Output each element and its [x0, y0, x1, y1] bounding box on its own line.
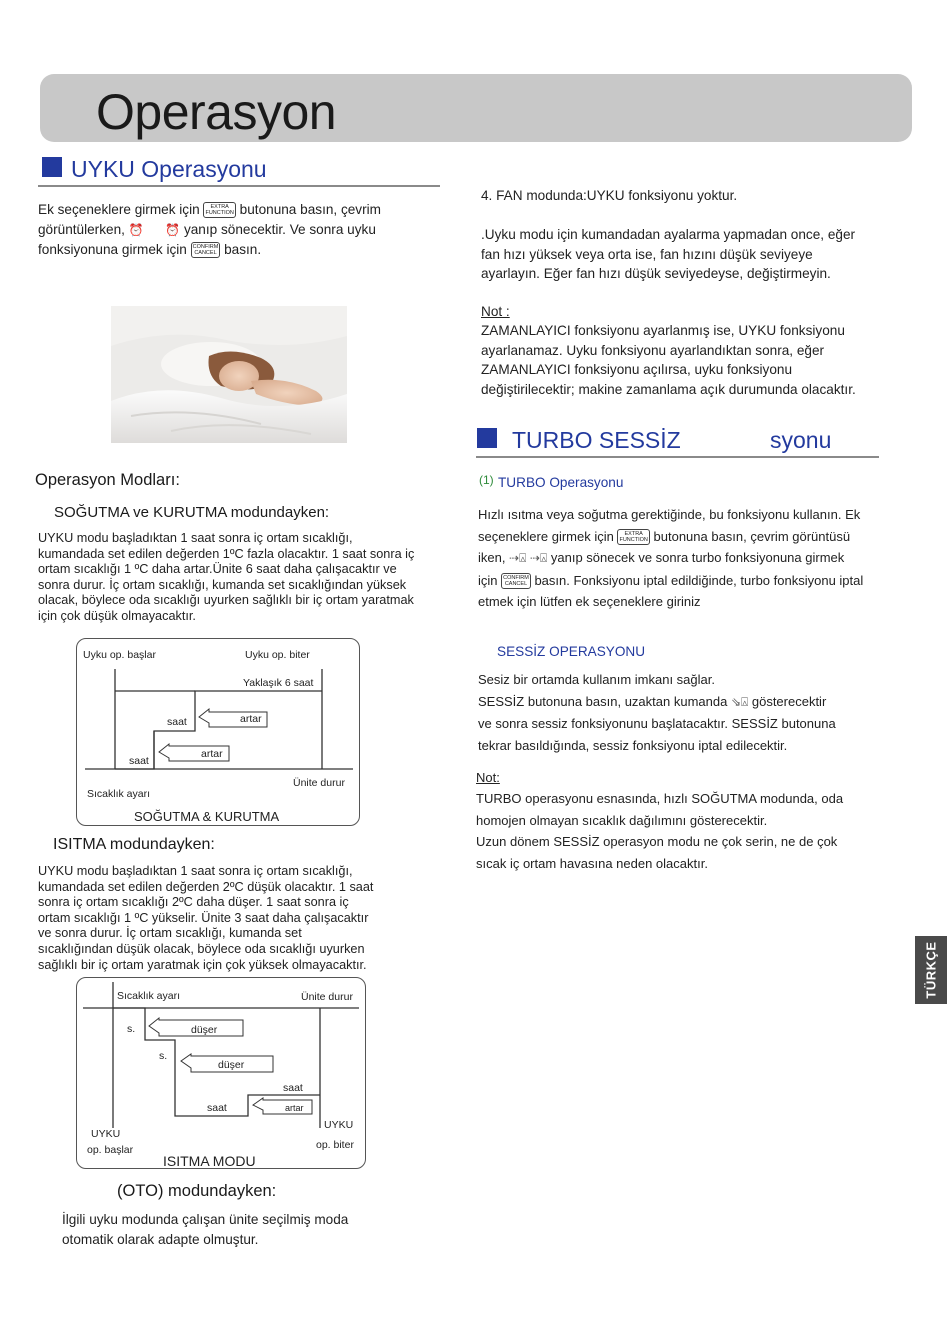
paragraph-line: UYKU modu başladıktan 1 saat sonra iç ortam sıcaklığı,: [38, 531, 353, 545]
silent-fan-icon: ⇘⍓: [730, 694, 749, 709]
paragraph-line: ayarlayın. Eğer fan hızı düşük seviyedeyse, değiştirmeyin.: [481, 266, 831, 281]
paragraph-line: olacak, böylece oda sıcaklığı uyurken sağlıklı bir iç ortam yaratmak: [38, 593, 414, 608]
increase-label: artar: [240, 713, 262, 725]
uyku-intro: [38, 200, 458, 260]
paragraph-line: ve sonra durur. İç ortam sıcaklığı, kumanda set: [38, 926, 302, 941]
section-marker: [477, 428, 497, 448]
sleep-end-label: UYKU: [324, 1119, 354, 1131]
paragraph-text: butonuna basın, çevrim görüntüsü: [653, 528, 851, 544]
sleep-start-label: op. başlar: [87, 1144, 134, 1156]
operation-modes-heading: Operasyon Modları:: [35, 471, 180, 489]
alarm-clock-icon: ⏰: [128, 222, 144, 237]
auto-paragraph: [62, 1210, 462, 1249]
section-divider: [476, 456, 879, 458]
confirm-cancel-button-icon: CONFIRM CANCEL: [503, 575, 529, 588]
paragraph-line: ayarlanamaz. Uyku fonksiyonu ayarlandıktan sonra, eğer: [481, 342, 825, 358]
paragraph-line: değiştirilecektir; makine zamanlama açık durumunda olacaktır.: [481, 381, 856, 397]
paragraph-line: fan hızı yüksek veya orta ise, fan hızını düşük seviyeye: [481, 246, 813, 262]
note-label: Not :: [481, 304, 510, 319]
paragraph-line: Uzun dönem SESSİZ operasyon modu ne çok serin, ne de çok: [476, 834, 838, 849]
paragraph-text: seçeneklere girmek için: [478, 528, 614, 544]
cooling-sleep-diagram: [76, 638, 360, 826]
paragraph-line: İlgili uyku modunda çalışan ünite seçilmiş moda: [62, 1212, 349, 1227]
paragraph-text: basın. Fonksiyonu iptal edildiğinde, turbo fonksiyonu iptal: [534, 572, 864, 588]
paragraph-line: etmek için lütfen ek seçeneklere giriniz: [478, 594, 701, 609]
paragraph-line: sağlıklı bir iç ortam yaratmak için çok yüksek olmayacaktır.: [38, 957, 367, 972]
paragraph-line: sıcaklığından düşük olacak, böylece oda sıcaklığı uyurken: [38, 941, 365, 956]
uyku-section-title: UYKU Operasyonu: [71, 156, 267, 182]
intro-text: yanıp sönecektir. Ve sonra uyku: [183, 221, 376, 237]
heating-paragraph: [38, 864, 458, 973]
unit-stops-label: Ünite durur: [293, 777, 345, 789]
paragraph-line: sıcak iç ortam havasına neden olacaktır.: [476, 855, 708, 871]
auto-mode-heading: (OTO) modundayken:: [117, 1182, 277, 1200]
turbo-fan-icon: ⇢⍓: [509, 551, 527, 565]
hour-label: saat: [167, 716, 187, 728]
paragraph-line: ortam sıcaklığı 1 ºC yükselir. Ünite 3 saat daha çalışacaktır: [38, 910, 369, 925]
cooling-paragraph: [38, 531, 468, 625]
intro-text: fonksiyonuna girmek için: [38, 242, 187, 257]
turbo-fan-icon: ⇢⍓: [529, 551, 548, 565]
paragraph-text: gösterecektir: [751, 693, 827, 709]
paragraph-line: UYKU modu başladıktan 1 saat sonra iç ortam sıcaklığı,: [38, 864, 353, 878]
fan-mode-note: 4. FAN modunda:UYKU fonksiyonu yoktur.: [481, 188, 738, 203]
extra-function-button-icon: EXTRA FUNCTION: [619, 531, 648, 544]
paragraph-line: tekrar basıldığında, sessiz fonksiyonu iptal edilecektir.: [478, 737, 788, 753]
approx-duration-label: Yaklaşık 6 saat: [243, 677, 314, 689]
unit-stops-label: Ünite durur: [301, 991, 353, 1003]
paragraph-text: için: [478, 572, 498, 588]
paragraph-line: homojen olmayan sıcaklık dağılımını gösterecektir.: [476, 812, 768, 828]
paragraph-line: Hızlı ısıtma veya soğutma gerektiğinde, bu fonksiyonu kullanın. Ek: [478, 507, 861, 522]
hour-abbrev-label: s.: [127, 1023, 136, 1035]
paragraph-line: sonra iç ortam sıcaklığı 2ºC daha düşer. 1 saat sonra iç: [38, 895, 349, 910]
temperature-setting-label: Sıcaklık ayarı: [117, 990, 181, 1002]
extra-function-button-icon: EXTRA FUNCTION: [205, 204, 234, 217]
diagram-caption: SOĞUTMA & KURUTMA: [134, 809, 280, 824]
paragraph-text: iken,: [478, 550, 506, 565]
heating-sleep-diagram: [76, 977, 366, 1169]
sleep-end-label: op. biter: [316, 1139, 354, 1151]
turbo-paragraph: [478, 504, 918, 613]
paragraph-line: için çok düşük olmayacaktır.: [38, 608, 196, 623]
decrease-label: düşer: [191, 1024, 218, 1036]
language-tab: [915, 936, 947, 1004]
intro-text: Ek seçeneklere girmek için: [38, 202, 200, 217]
page-title: Operasyon: [96, 84, 337, 140]
paragraph-line: kumandada set edilen değerden 2ºC düşük olacaktır. 1 saat: [38, 879, 374, 894]
paragraph-line: ortam sıcaklığı 1 ºC daha artar.Ünite 6 saat daha çalışacaktır ve: [38, 562, 397, 577]
intro-text: butonuna basın, çevrim: [239, 202, 381, 217]
diagram-caption: ISITMA MODU: [163, 1153, 256, 1169]
intro-text: basın.: [224, 242, 262, 257]
silent-note: [476, 788, 916, 874]
hour-label: saat: [129, 755, 149, 767]
paragraph-line: otomatik olarak adapte olmuştur.: [62, 1231, 259, 1247]
sleeping-woman-image: [111, 306, 347, 443]
paragraph-line: kumandada set edilen değerden 1ºC fazla olacaktır. 1 saat sonra iç: [38, 546, 415, 561]
turbo-section-title: TURBO SESSİZ: [512, 427, 681, 453]
intro-text: görüntülerken,: [38, 221, 125, 237]
hour-label: saat: [283, 1082, 303, 1094]
language-tab-label: TÜRKÇE: [923, 941, 939, 999]
temperature-setting-label: Sıcaklık ayarı: [87, 788, 151, 800]
turbo-sub-title: TURBO Operasyonu: [498, 475, 624, 490]
paragraph-line: ZAMANLAYICI fonksiyonu açılırsa, uyku fonksiyonu: [481, 362, 793, 377]
heating-mode-heading: ISITMA modundayken:: [53, 836, 215, 853]
paragraph-line: ve sonra sessiz fonksiyonunu başlatacaktır. SESSİZ butonuna: [478, 716, 836, 731]
turbo-sub-number: (1): [479, 473, 494, 487]
cooling-mode-heading: SOĞUTMA ve KURUTMA modundayken:: [54, 504, 330, 521]
section-marker: [42, 157, 62, 177]
alarm-clock-icon: ⏰: [165, 222, 181, 237]
paragraph-text: yanıp sönecek ve sonra turbo fonksiyonuna girmek: [550, 550, 845, 565]
paragraph-line: TURBO operasyonu esnasında, hızlı SOĞUTMA modunda, oda: [476, 791, 844, 806]
sleep-start-label: Uyku op. başlar: [83, 649, 156, 661]
sleep-end-label: Uyku op. biter: [245, 649, 310, 661]
note-label: Not:: [476, 770, 500, 785]
paragraph-line: sonra durur. İç ortam sıcaklığı, kumanda set sıcaklığından yüksek: [38, 577, 407, 592]
silent-paragraph: [478, 669, 918, 756]
section-divider: [38, 185, 440, 187]
paragraph-text: SESSİZ butonuna basın, uzaktan kumanda: [478, 693, 728, 709]
silent-sub-title: SESSİZ OPERASYONU: [497, 644, 646, 659]
fan-speed-paragraph: [481, 225, 921, 284]
confirm-cancel-button-icon: CONFIRM CANCEL: [192, 244, 219, 257]
increase-label: artar: [285, 1103, 304, 1113]
decrease-label: düşer: [218, 1059, 245, 1071]
hour-label: saat: [207, 1102, 227, 1114]
paragraph-line: ZAMANLAYICI fonksiyonu ayarlanmış ise, UYKU fonksiyonu: [481, 323, 845, 338]
turbo-section-title-end: syonu: [770, 427, 832, 453]
increase-label: artar: [201, 748, 223, 760]
paragraph-line: .Uyku modu için kumandadan ayalarma yapmadan once, eğer: [481, 227, 856, 242]
paragraph-line: Sesiz bir ortamda kullanım imkanı sağlar.: [478, 672, 715, 687]
hour-abbrev-label: s.: [159, 1050, 168, 1062]
sleep-start-label: UYKU: [91, 1128, 121, 1140]
timer-note: [481, 321, 921, 399]
